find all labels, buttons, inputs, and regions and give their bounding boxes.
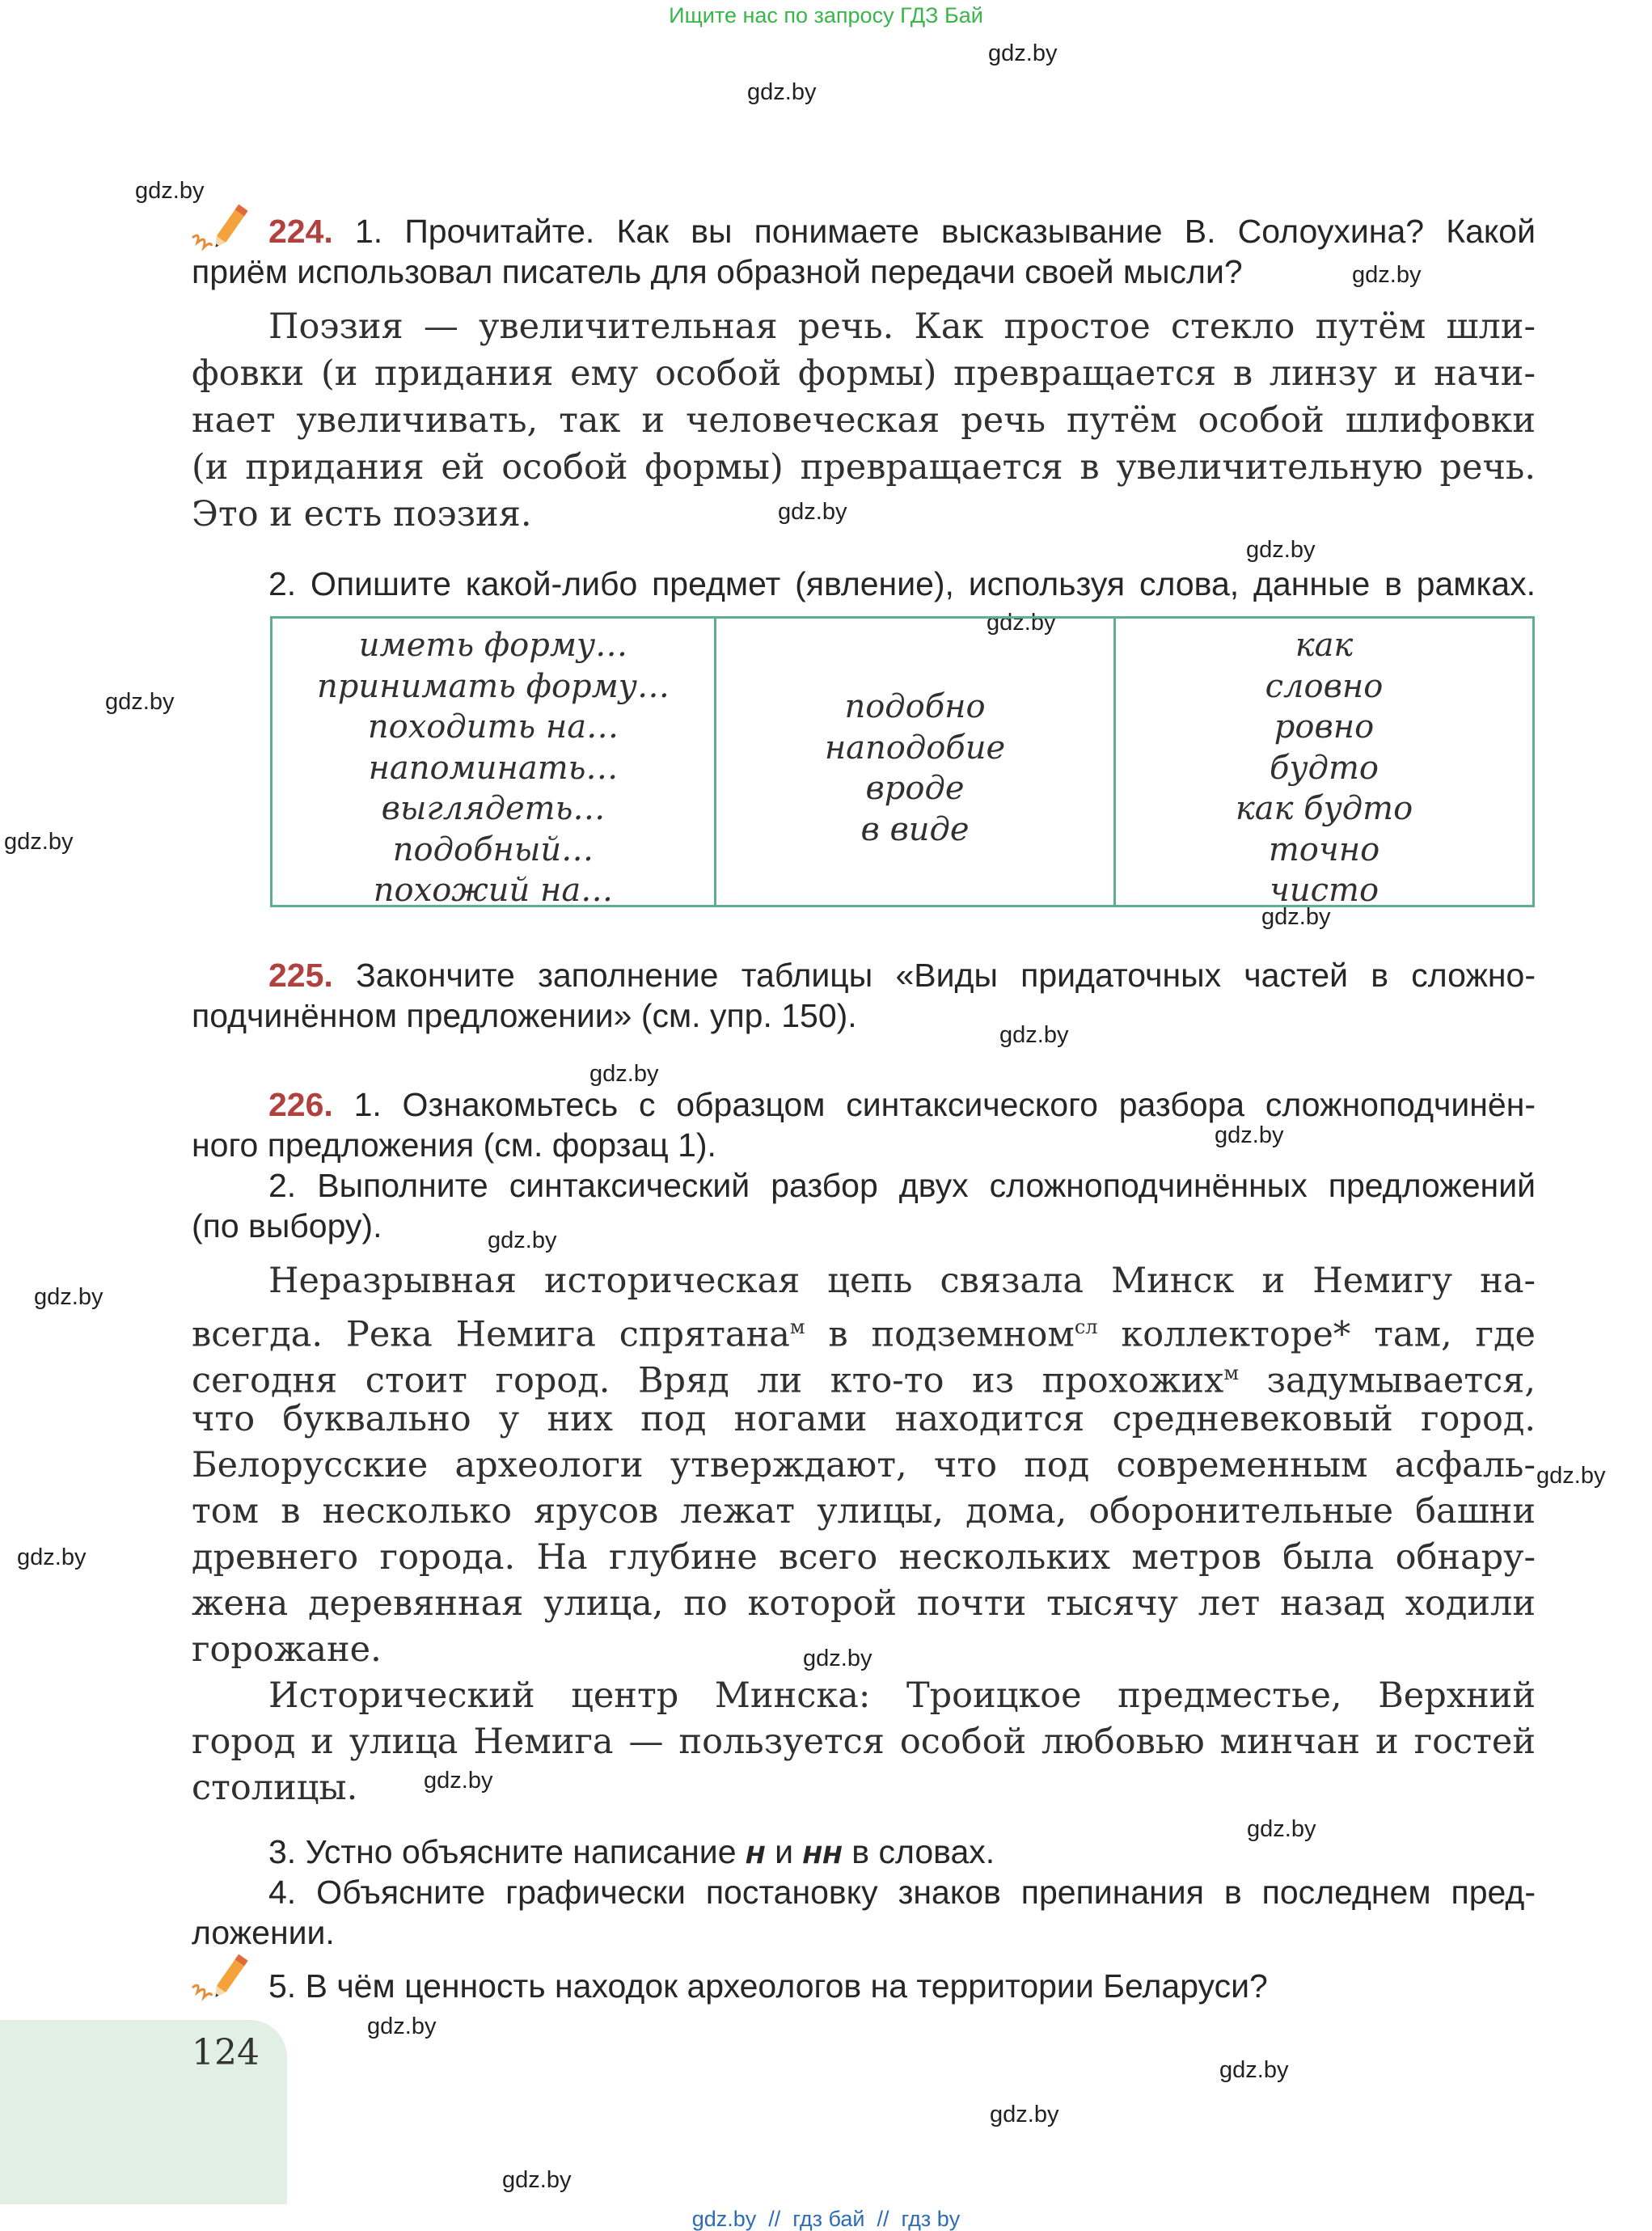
table-column-prepositions (716, 619, 1116, 905)
watermark: gdz.by (4, 829, 74, 855)
ex226-text-line: город и улица Немига — пользуется особой любовью минчан и гостей (192, 1722, 1536, 1762)
ex225-line2: подчинённом предложении» (см. упр. 150). (192, 997, 857, 1034)
table-cell: словно (1265, 667, 1384, 705)
ex226-text-line: столицы. (192, 1768, 358, 1808)
ex224-task2: 2. Опишите какой-либо предмет (явление), используя слова, данные в рамках. (268, 565, 1536, 602)
ex225-number: 225. (268, 957, 333, 994)
ex224-quote-line: нает увеличивать, так и человеческая речь путём особой шлифовки (192, 400, 1536, 441)
table-cell: подобно (844, 688, 986, 725)
ex226-task2-line2: (по выбору). (192, 1207, 382, 1244)
table-cell: походить на… (367, 708, 619, 746)
ex226-text-line: Неразрывная историческая цепь связала Минск и Немигу на- (268, 1261, 1536, 1301)
watermark: gdz.by (987, 610, 1056, 636)
footer-links: gdz.by // гдз бай // гдз by (691, 2207, 961, 2231)
table-cell: как (1295, 627, 1354, 664)
ex224-task1-line2: приём использовал писатель для образной передачи своей мысли? (192, 253, 1243, 290)
watermark: gdz.by (1247, 1816, 1316, 1842)
ex224-quote-line: Поэзия — увеличительная речь. Как простое стекло путём шли- (268, 306, 1536, 347)
watermark: gdz.by (1215, 1122, 1284, 1148)
watermark: gdz.by (17, 1544, 87, 1570)
ex226-text-line: жена деревянная улица, по которой почти тысячу лет назад ходили (192, 1583, 1536, 1624)
ex224-quote-line: (и придания ей особой формы) превращается в увеличительную речь. (192, 447, 1536, 488)
ex225-line1: 225. Закончите заполнение таблицы «Виды придаточных частей в сложно- (268, 957, 1536, 994)
table-cell: как будто (1235, 790, 1413, 827)
watermark: gdz.by (1352, 262, 1422, 288)
ex226-text-line: всегда. Река Немига спрятана$^м$ в подземном$^{сл}$ коллекторе* там, где (192, 1314, 1536, 1355)
table-cell: ровно (1274, 708, 1375, 746)
ex226-task5: 5. В чём ценность находок археологов на территории Беларуси? (268, 1967, 1268, 2005)
pencil-icon (189, 1947, 256, 2005)
watermark: gdz.by (367, 2013, 437, 2039)
watermark: gdz.by (988, 40, 1058, 66)
ex226-text-line: том в несколько ярусов лежат улицы, дома, оборонительные башни (192, 1491, 1536, 1532)
ex224-task1-line1: 224. 1. Прочитайте. Как вы понимаете высказывание В. Солоухина? Какой (268, 213, 1536, 250)
watermark: gdz.by (1536, 1463, 1606, 1489)
table-cell: в виде (860, 810, 970, 848)
table-cell: точно (1268, 830, 1380, 868)
table-cell: будто (1270, 749, 1379, 787)
table-cell: иметь форму… (358, 627, 628, 664)
watermark: gdz.by (999, 1022, 1069, 1048)
table-cell: чисто (1269, 872, 1379, 909)
watermark: gdz.by (778, 499, 847, 525)
watermark: gdz.by (424, 1768, 493, 1794)
pencil-icon (189, 197, 256, 256)
table-cell: вроде (865, 770, 965, 807)
ex226-task1-line2: ного предложения (см. форзац 1). (192, 1126, 716, 1164)
word-frames-table (270, 616, 1535, 907)
table-cell: напоминать… (368, 749, 619, 787)
table-cell: наподобие (824, 729, 1006, 767)
watermark: gdz.by (488, 1227, 557, 1253)
table-column-verbs (273, 619, 716, 909)
ex224-quote-line: фовки (и придания ему особой формы) превращается в линзу и начи- (192, 353, 1536, 394)
table-column-conjunctions (1116, 619, 1532, 909)
watermark: gdz.by (1261, 904, 1331, 930)
ex226-text-line: что буквально у них под ногами находится средневековый город. (192, 1399, 1536, 1439)
ex226-text-line: сегодня стоит город. Вряд ли кто-то из прохожих$^м$ задумывается, (192, 1360, 1536, 1401)
ex226-text-line: Исторический центр Минска: Троицкое предместье, Верхний (268, 1675, 1536, 1716)
ex224-quote-line: Это и есть поэзия. (192, 494, 532, 535)
ex226-task4-line1: 4. Объясните графически постановку знаков препинания в последнем пред- (268, 1874, 1536, 1911)
ex226-text-line: древнего города. На глубине всего нескольких метров была обнару- (192, 1537, 1536, 1578)
watermark: gdz.by (502, 2167, 572, 2193)
ex226-number: 226. (268, 1086, 333, 1123)
watermark: gdz.by (34, 1284, 104, 1310)
ex224-number: 224. (268, 213, 333, 250)
top-banner: Ищите нас по запросу ГДЗ Бай (669, 3, 983, 27)
table-cell: выглядеть… (381, 790, 606, 827)
ex226-text-line: Белорусские археологи утверждают, что под современным асфаль- (192, 1445, 1536, 1485)
watermark: gdz.by (747, 79, 817, 105)
watermark: gdz.by (589, 1061, 659, 1087)
watermark: gdz.by (803, 1646, 872, 1671)
watermark: gdz.by (135, 178, 205, 204)
ex226-text-line: горожане. (192, 1629, 382, 1670)
watermark: gdz.by (990, 2102, 1059, 2127)
table-cell: похожий на… (373, 872, 614, 909)
ex226-task3: 3. Устно объясните написание н и нн в словах. (268, 1833, 995, 1870)
watermark: gdz.by (1219, 2057, 1289, 2083)
ex226-task2-line1: 2. Выполните синтаксический разбор двух сложноподчинённых предложений (268, 1167, 1536, 1204)
ex226-task4-line2: ложении. (192, 1914, 335, 1951)
table-cell: принимать форму… (316, 667, 670, 705)
table-cell: подобный… (392, 830, 594, 868)
page-number: 124 (192, 2032, 260, 2073)
watermark: gdz.by (1246, 537, 1316, 563)
watermark: gdz.by (105, 689, 175, 715)
ex226-task1-line1: 226. 1. Ознакомьтесь с образцом синтаксического разбора сложноподчинён- (268, 1086, 1536, 1123)
